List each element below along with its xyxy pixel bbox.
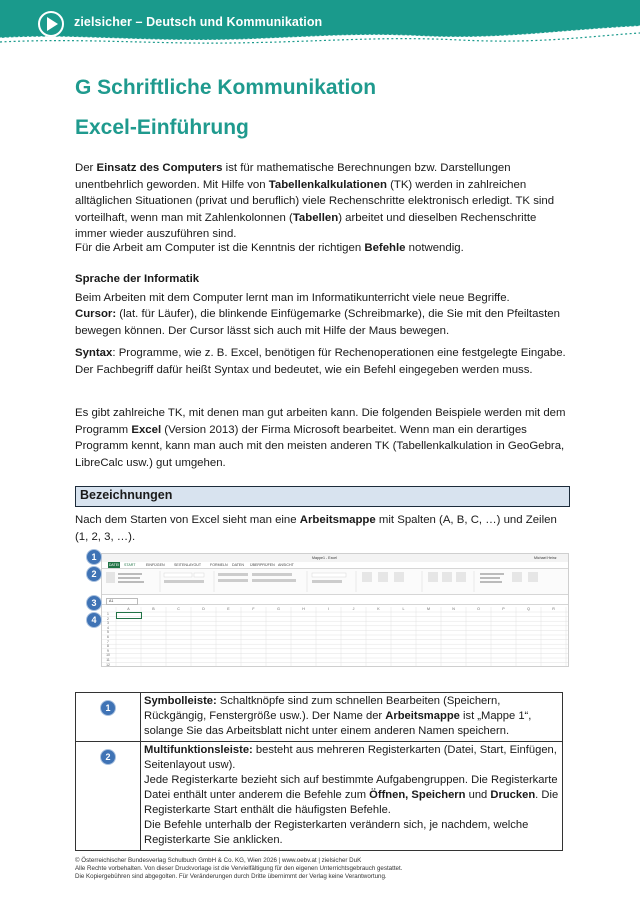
excel-row-header[interactable]: 5 bbox=[107, 630, 109, 635]
excel-window-title: Mappe1 - Excel bbox=[312, 556, 337, 560]
excel-name-box-value: A1 bbox=[109, 599, 114, 603]
excel-tab-ansicht[interactable]: ANSICHT bbox=[278, 563, 294, 567]
excel-row-header[interactable]: 6 bbox=[107, 635, 109, 639]
excel-column-header[interactable]: H bbox=[302, 607, 305, 611]
excel-row-header[interactable]: 7 bbox=[107, 639, 109, 644]
excel-tab-ueberpruefen[interactable]: ÜBERPRÜFEN bbox=[250, 563, 275, 567]
excel-tab-start[interactable]: START bbox=[124, 563, 136, 567]
callout-badge-4: 4 bbox=[86, 612, 102, 628]
excel-cell-grid[interactable] bbox=[102, 607, 568, 667]
excel-column-header[interactable]: Q bbox=[527, 607, 530, 611]
excel-column-header[interactable]: D bbox=[202, 607, 205, 611]
excel-column-header[interactable]: K bbox=[377, 607, 380, 611]
footer-line-1: © Österreichischer Bundesverlag Schulbuch GmbH & Co. KG, Wien 2026 | www.oebv.at | zielsicher DuK bbox=[75, 857, 362, 864]
excel-title-bar bbox=[102, 554, 568, 562]
excel-column-header[interactable]: J bbox=[352, 607, 355, 611]
section-heading-bezeichnungen bbox=[75, 486, 570, 507]
excel-row-header[interactable]: 10 bbox=[106, 653, 110, 658]
excel-column-header[interactable]: O bbox=[477, 607, 480, 611]
intro-paragraph: Der Einsatz des Computers ist für mathematische Berechnungen bzw. Darstellungen unentbehrlich geworden. Mit Hilfe von Tabellenkalkulationen (TK) werden in zahlreichen alltäglichen Situationen (privat und beruflich) viele Rechenschritte elektronisch erledigt. TK sind vorteilhaft, wenn man mit Zahlenkolonnen (Tabellen) arbeitet und dieselben Rechenschritte immer wieder auszuführen sind. bbox=[75, 162, 555, 240]
excel-column-header[interactable]: A bbox=[127, 607, 130, 611]
excel-row-header[interactable]: 3 bbox=[107, 621, 109, 626]
excel-column-header[interactable]: I bbox=[328, 607, 329, 611]
footer bbox=[75, 857, 595, 881]
bezeichnungen-paragraph: Nach dem Starten von Excel sieht man eine Arbeitsmappe mit Spalten (A, B, C, …) und Zeilen (1, 2, 3, …). bbox=[75, 514, 557, 543]
excel-formula-bar[interactable] bbox=[102, 598, 568, 605]
footer-line-2: Alle Rechte vorbehalten. Von dieser Druckvorlage ist die Vervielfältigung für den eigenen Unterrichtsgebrauch gestattet. bbox=[75, 865, 403, 872]
excel-column-header[interactable]: F bbox=[252, 607, 255, 611]
excel-tab-formeln[interactable]: FORMELN bbox=[210, 563, 228, 567]
informatik-paragraph-1: Beim Arbeiten mit dem Computer lernt man im Informatikunterricht viele neue Begriffe. bbox=[75, 292, 510, 304]
brand-title: zielsicher – Deutsch und Kommunikation bbox=[74, 15, 323, 29]
excel-user-name: Michael Heinz bbox=[534, 556, 557, 560]
page-title: G Schriftliche Kommunikation bbox=[75, 76, 377, 99]
excel-tab-einfuegen[interactable]: EINFÜGEN bbox=[146, 563, 165, 567]
excel-column-header[interactable]: N bbox=[452, 607, 455, 611]
legend-text-2: Multifunktionsleiste: besteht aus mehreren Registerkarten (Datei, Start, Einfügen, Seitenlayout usw). Jede Registerkarte bezieht sich auf bestimmte Aufgabengruppen. Die Registerkarte Datei enthält unter anderem die Befehle zum Öffnen, Speichern und Drucken. Die Registerkarte Start enthält die häufigsten Befehle. Die Befehle unterhalb der Registerkarten verändern sich, je nachdem, welche Registerkarte Sie anklicken. bbox=[141, 742, 563, 851]
excel-gridlines bbox=[102, 607, 568, 667]
legend-text-1: Symbolleiste: Schaltknöpfe sind zum schnellen Bearbeiten (Speichern, Rückgängig, Fenstergröße usw.). Der Name der Arbeitsmappe ist „Mappe 1“, solange Sie das Arbeitsblatt nicht unter einem anderen Namen speichern. bbox=[141, 693, 563, 742]
excel-tab-daten[interactable]: DATEN bbox=[232, 563, 244, 567]
page-subtitle: Excel-Einführung bbox=[75, 116, 249, 139]
excel-row-header[interactable]: 4 bbox=[107, 625, 109, 630]
excel-column-header[interactable]: C bbox=[177, 607, 180, 611]
excel-row-header[interactable]: 11 bbox=[106, 658, 110, 662]
excel-screenshot bbox=[101, 553, 569, 667]
excel-tab-seitenlayout[interactable]: SEITENLAYOUT bbox=[174, 563, 202, 567]
legend-badge-2: 2 bbox=[100, 749, 116, 765]
cursor-definition: Cursor: (lat. für Läufer), die blinkende Einfügemarke (Schreibmarke), die Sie mit den Pfeiltasten bewegen können. Der Cursor lässt sich auch mit Hilfe der Maus bewegen. bbox=[75, 308, 560, 337]
header-banner bbox=[0, 0, 640, 48]
excel-column-header[interactable]: P bbox=[502, 607, 505, 611]
excel-column-header[interactable]: E bbox=[227, 607, 230, 611]
excel-ribbon bbox=[102, 569, 568, 595]
legend-badge-1: 1 bbox=[100, 700, 116, 716]
excel-row-header[interactable]: 12 bbox=[106, 662, 110, 667]
excel-column-header[interactable]: G bbox=[277, 607, 280, 611]
excel-ribbon-groups bbox=[102, 569, 568, 594]
excel-row-header[interactable]: 8 bbox=[107, 644, 109, 649]
callout-badge-3: 3 bbox=[86, 595, 102, 611]
excel-row-header[interactable]: 2 bbox=[107, 616, 109, 621]
intro-paragraph-2: Für die Arbeit am Computer ist die Kenntnis der richtigen Befehle notwendig. bbox=[75, 242, 464, 254]
tk-paragraph: Es gibt zahlreiche TK, mit denen man gut arbeiten kann. Die folgenden Beispiele werden mit dem Programm Excel (Version 2013) der Firma Microsoft bearbeitet. Wenn man ein derartiges Programm kennt, kann man auch mit den meisten anderen TK (Tabellenkalkulation in GeoGebra, LibreCalc usw.) gut umgehen. bbox=[75, 407, 566, 469]
excel-row-header[interactable]: 1 bbox=[107, 612, 109, 616]
legend-row-1 bbox=[76, 693, 563, 742]
excel-column-header[interactable]: B bbox=[152, 607, 155, 611]
callout-badge-2: 2 bbox=[86, 566, 102, 582]
footer-line-3: Die Kopiergebühren sind abgegolten. Für Veränderungen durch Dritte übernimmt der Verlag keine Verantwortung. bbox=[75, 873, 387, 880]
excel-tab-bar bbox=[102, 562, 568, 569]
excel-column-header[interactable]: L bbox=[402, 607, 405, 611]
excel-column-header[interactable]: M bbox=[427, 607, 430, 611]
syntax-definition: Syntax: Programme, wie z. B. Excel, benötigen für Rechenoperationen eine festgelegte Eingabe. Der Fachbegriff dafür heißt Syntax und bedeutet, wie ein Befehl eingegeben werden muss. bbox=[75, 347, 566, 376]
legend-row-2 bbox=[76, 742, 563, 851]
section-heading-informatik: Sprache der Informatik bbox=[75, 273, 200, 285]
excel-column-header[interactable]: R bbox=[552, 607, 555, 611]
excel-active-cell[interactable] bbox=[116, 612, 142, 619]
legend-table bbox=[75, 692, 563, 851]
excel-row-header[interactable]: 9 bbox=[107, 648, 109, 653]
excel-tab-datei[interactable]: DATEI bbox=[108, 563, 120, 567]
excel-name-box[interactable] bbox=[106, 598, 138, 605]
callout-badge-1: 1 bbox=[86, 549, 102, 565]
section-heading-bezeichnungen-label: Bezeichnungen bbox=[80, 488, 173, 502]
